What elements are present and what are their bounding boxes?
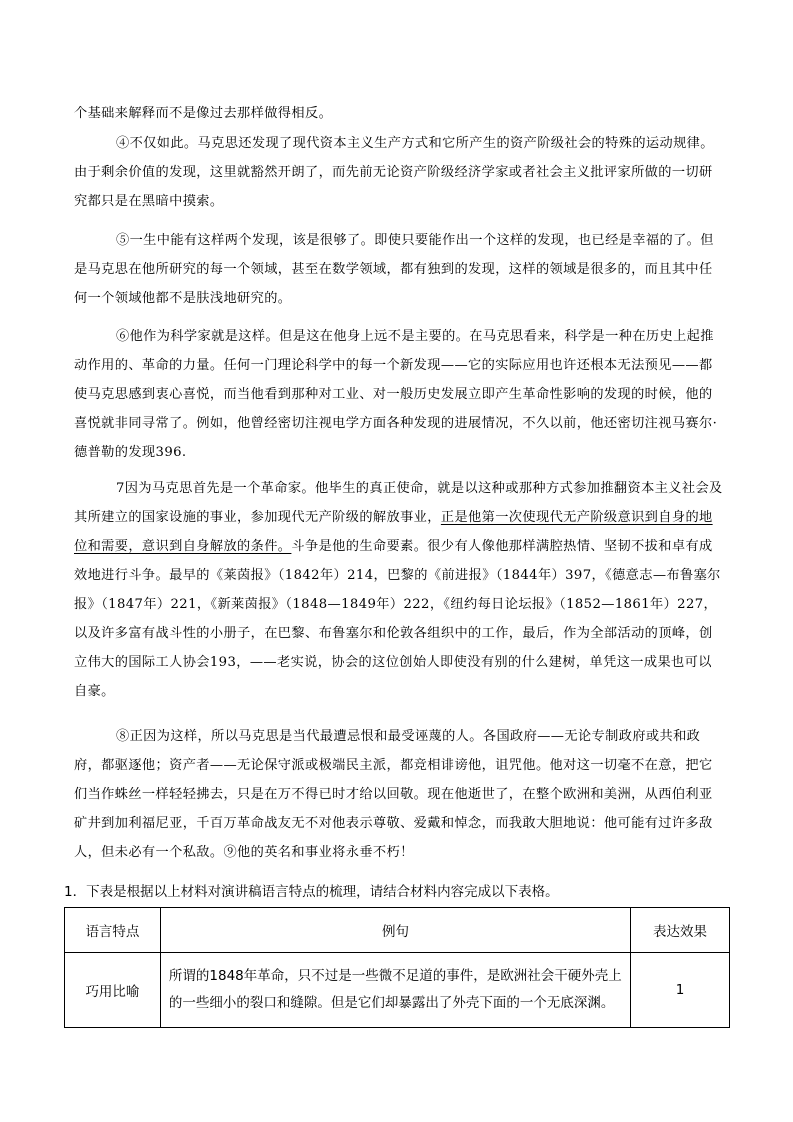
paragraph-7-lead: 7因为马克思首先是一个革命家。他毕生的真正使命，就是以这种或那种方式参加推翻资本主义社会及其所建立的国家设施的事业，参加现代无产阶级的解放事业， (74, 481, 723, 525)
paragraph-4: ④不仅如此。马克思还发现了现代资本主义生产方式和它所产生的资产阶级社会的特殊的运动规律。由于剩余价值的发现，这里就豁然开朗了，而先前无论资产阶级经济学家或者社会主义批评家所做的一切研究都只是在黑暗中摸索。 (74, 136, 714, 209)
header-example: 例句 (160, 908, 630, 953)
paragraph-7 (74, 474, 724, 706)
header-feature: 语言特点 (65, 908, 161, 953)
paragraph-6: ⑥他作为科学家就是这样。但是这在他身上远不是主要的。在马克思看来，科学是一种在历史上起推动作用的、革命的力量。任何一门理论科学中的每一个新发现——它的实际应用也许还根本无法预见——都使马克思感到衷心喜悦，而当他看到那种对工业、对一般历史发展立即产生革命性影响的发现的时候，他的喜悦就非同寻常了。例如，他曾经密切注视电学方面各种发现的进展情况，不久以前，他还密切注视马赛尔·德普勒的发现396. (74, 329, 718, 460)
header-effect: 表达效果 (631, 908, 730, 953)
language-features-table (64, 907, 730, 1028)
cell-effect[interactable]: 1 (631, 953, 730, 1028)
table-header-row (65, 908, 730, 953)
paragraph-8: ⑧正因为这样，所以马克思是当代最遭忌恨和最受诬蔑的人。各国政府——无论专制政府或共和政府，都驱逐他；资产者——无论保守派或极端民主派，都竞相诽谤他，诅咒他。他对这一切毫不在意，把它们当作蛛丝一样轻轻拂去，只是在万不得已时才给以回敬。现在他逝世了，在整个欧洲和美洲，从西伯利亚矿井到加利福尼亚，千百万革命战友无不对他表示尊敬、爱戴和悼念，而我敢大胆地说：他可能有过许多敌人，但未必有一个私敌。⑨他的英名和事业将永垂不朽！ (74, 729, 713, 860)
paragraph-continuation: 个基础来解释而不是像过去那样做得相反。 (74, 106, 333, 121)
question-text: 1．下表是根据以上材料对演讲稿语言特点的梳理，请结合材料内容完成以下表格。 (64, 884, 559, 900)
paragraph-7-underlined: 正是他第一次使现代无产阶级意识到自身的地位和需要，意识到自身解放的条件。 (74, 510, 713, 554)
paragraph-7-rest: 斗争是他的生命要素。很少有人像他那样满腔热情、坚韧不拔和卓有成效地进行斗争。最早的《莱茵报》（1842年）214，巴黎的《前进报》（1844年）397，《德意志—布鲁塞尔报》（1847年）221，《新莱茵报》（1848—1849年）222，《纽约每日论坛报》（1852—1861年）227，以及许多富有战斗性的小册子，在巴黎、布鲁塞尔和伦敦各组织中的工作，最后，作为全部活动的顶峰，创立伟大的国际工人协会193，——老实说，协会的这位创始人即使没有别的什么建树，单凭这一成果也可以自豪。 (74, 539, 721, 699)
paragraph-5: ⑤一生中能有这样两个发现，该是很够了。即使只要能作出一个这样的发现，也已经是幸福的了。但是马克思在他所研究的每一个领域，甚至在数学领域，都有独到的发现，这样的领域是很多的，而且其中任何一个领域他都不是肤浅地研究的。 (74, 233, 714, 306)
table-row (65, 953, 730, 1028)
cell-example: 所谓的1848年革命，只不过是一些微不足道的事件，是欧洲社会干硬外壳上的一些细小的裂口和缝隙。但是它们却暴露出了外壳下面的一个无底深渊。 (160, 953, 630, 1028)
cell-feature: 巧用比喻 (65, 953, 161, 1028)
